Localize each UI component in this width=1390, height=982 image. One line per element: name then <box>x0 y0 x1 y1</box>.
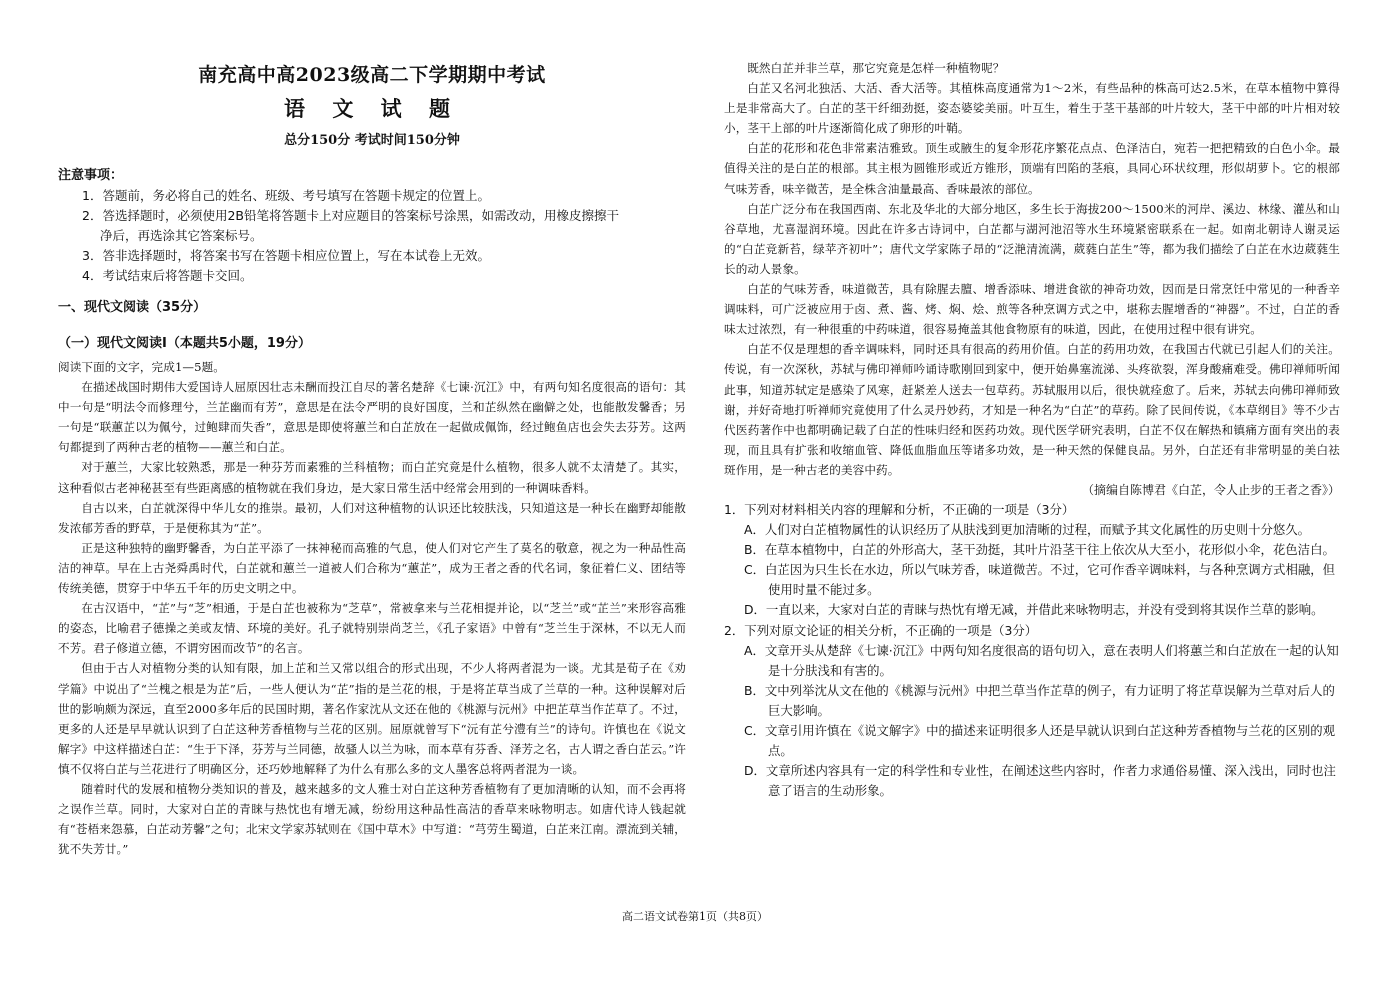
question-option: B．在草本植物中，白芷的外形高大，茎干劲挺，其叶片沿茎干往上依次从大至小，花形似小伞，花色洁白。 <box>744 542 1335 558</box>
page-footer: 高二语文试卷第1页（共8页） <box>622 910 768 923</box>
question-option: C．白芷因为只生长在水边，所以气味芳香，味道微苦。不过，它可作香辛调味料，与各种烹调方式相融，但使用时量不能过多。 <box>744 562 1336 598</box>
question-stem: 2．下列对原文论证的相关分析，不正确的一项是（3分） <box>724 622 1038 638</box>
passage-paragraph: 白芷的气味芳香，味道微苦，具有除腥去膻、增香添味、增进食欲的神奇功效，因而是日常烹饪中常见的一种香辛调味料，可广泛被应用于卤、煮、酱、烤、焖、烩、煎等各种烹调方式之中，堪称去腥增香的“神器”。不过，白芷的香味太过浓烈，有一种很重的中药味道，很容易掩盖其他食物原有的味道，因此，在使用过程中很有讲究。 <box>724 282 1340 337</box>
passage-paragraph: 白芷广泛分布在我国西南、东北及华北的大部分地区，多生长于海拔200～1500米的河岸、溪边、林缘、灌丛和山谷草地，尤喜湿润环境。因此在许多古诗词中，白芷都与湖河池沼等水生环境紧密联系在一起。如南北朝诗人谢灵运的“白芷竞新苔，绿苹齐初叶”；唐代文学家陈子昂的“泛滟清流满，葳蕤白芷生”等，都为我们描绘了白芷在水边葳蕤生长的动人景象。 <box>724 201 1340 276</box>
passage-right <box>724 58 1340 801</box>
question-option: C．文章引用许慎在《说文解字》中的描述来证明很多人还是早就认识到白芷这种芳香植物与兰花的区别的观点。 <box>744 723 1336 759</box>
question-option: D．一直以来，大家对白芷的青睐与热忱有增无减，并借此来咏物明志，并没有受到将其误作兰草的影响。 <box>744 602 1324 618</box>
passage-source: （摘编自陈博君《白芷，令人止步的王者之香》） <box>1081 482 1340 497</box>
question-option: D．文章所述内容具有一定的科学性和专业性，在阐述这些内容时，作者力求通俗易懂、深入浅出，同时也注意了语言的生动形象。 <box>744 763 1336 799</box>
question-2 <box>724 621 1340 802</box>
passage-left <box>58 357 686 859</box>
passage-paragraph: 在古汉语中，“芷”与“芝”相通，于是白芷也被称为“芝草”，常被拿来与兰花相提并论，以“芝兰”或“芷兰”来形容高雅的姿态，比喻君子德操之美或友情、环境的美好。孔子就特别崇尚芝兰，《孔子家语》中曾有“芝兰生于深林，不以无人而不芳。君子修道立德，不谓穷困而改节”的名言。 <box>58 601 686 656</box>
exam-meta: 总分150分 考试时间150分钟 <box>284 133 460 148</box>
notice-item: 4．考试结束后将答题卡交回。 <box>82 268 253 283</box>
question-stem: 1．下列对材料相关内容的理解和分析，不正确的一项是（3分） <box>724 501 1075 517</box>
passage-paragraph: 白芷又名河北独活、大活、香大活等。其植株高度通常为1～2米，有些品种的株高可达2.5米，在草本植物中算得上是非常高大了。白芷的茎干纤细劲挺，姿态婆娑美丽。叶互生，着生于茎干基部的叶片较大，茎干中部的叶片相对较小，茎干上部的叶片逐渐简化成了卵形的叶鞘。 <box>724 81 1340 136</box>
passage-paragraph: 随着时代的发展和植物分类知识的普及，越来越多的文人雅士对白芷这种芳香植物有了更加清晰的认知，而不会再将之误作兰草。同时，大家对白芷的青睐与热忱也有增无减，纷纷用这种品性高洁的香草来咏物明志。如唐代诗人钱起就有“苍梧来怨慕，白芷动芳馨”之句；北宋文学家苏轼则在《国中草木》中写道：“芎劳生蜀道，白芷来江南。漂流到关辅，犹不失芳廿。” <box>58 781 686 857</box>
passage-paragraph: 对于蕙兰，大家比较熟悉，那是一种芬芳而素雅的兰科植物；而白芷究竟是什么植物，很多人就不太清楚了。其实，这种看似古老神秘甚至有些距离感的植物就在我们身边，是大家日常生活中经常会用到的一种调味香料。 <box>58 460 686 495</box>
question-option: B．文中列举沈从文在他的《桃源与沅州》中把兰草当作芷草的例子，有力证明了将芷草误解为兰草对后人的巨大影响。 <box>744 682 1335 718</box>
notice <box>58 166 686 286</box>
section-heading: 一、现代文阅读（35分） <box>58 300 207 315</box>
passage-paragraph: 正是这种独特的幽野馨香，为白芷平添了一抹神秘而高雅的气息，使人们对它产生了莫名的敬意，视之为一种品性高洁的神草。早在上古尧舜禹时代，白芷就和蕙兰一道被人们合称为“蕙芷”，成为王者之香的代名词，象征着仁义、团结等传统美德，贯穿于中华五千年的历史文明之中。 <box>58 540 686 596</box>
exam-subtitle: 语 文 试 题 <box>284 96 460 121</box>
passage-paragraph: 自古以来，白芷就深得中华儿女的推崇。最初，人们对这种植物的认识还比较肤浅，只知道这是一种长在幽野却能散发浓郁芳香的野草，于是便称其为“芷”。 <box>58 500 686 535</box>
notice-heading: 注意事项： <box>58 168 124 183</box>
notice-item: 2．答选择题时，必须使用2B铅笔将答题卡上对应题目的答案标号涂黑，如需改动，用橡皮擦擦干 <box>82 208 619 223</box>
passage-paragraph: 既然白芷并非兰草，那它究竟是怎样一种植物呢？ <box>747 61 1005 75</box>
notice-item: 3．答非选择题时，将答案书写在答题卡相应位置上，写在本试卷上无效。 <box>82 248 490 263</box>
question-option: A．文章开头从楚辞《七谏·沉江》中两句知名度很高的语句切入，意在表明人们将蕙兰和白芷放在一起的认知是十分肤浅和有害的。 <box>744 642 1339 678</box>
notice-item: 1．答题前，务必将自己的姓名、班级、考号填写在答题卡规定的位置上。 <box>82 188 490 203</box>
subsection-heading: （一）现代文阅读Ⅰ（本题共5小题，19分） <box>58 336 311 351</box>
exam-title: 南充高中高2023级高二下学期期中考试 <box>198 64 546 86</box>
passage-paragraph: 但由于古人对植物分类的认知有限，加上芷和兰又常以组合的形式出现，不少人将两者混为一谈。尤其是荀子在《劝学篇》中说出了“兰槐之根是为芷”后，一些人便认为“芷”指的是兰花的根，于是将芷草当成了兰草的一种。这种误解对后世的影响颇为深远，直至2000多年后的民国时期，著名作家沈从文还在他的《桃源与沅州》中把芷草当作芷草了。不过，更多的人还是早早就认识到了白芷这种芳香植物与兰花的区别。屈原就曾写下“沅有芷兮澧有兰”的诗句。许慎也在《说文解字》中这样描述白芷：“生于下泽，芬芳与兰同德，故骚人以兰为咏，而本草有芬香、泽芳之名，古人谓之香白芷云。”许慎不仅将白芷与兰花进行了明确区分，还巧妙地解释了为什么有那么多的文人墨客总将两者混为一谈。 <box>58 661 686 776</box>
question-1 <box>724 500 1340 621</box>
reading-instruction: 阅读下面的文字，完成1—5题。 <box>58 360 225 374</box>
question-option: A．人们对白芷植物属性的认识经历了从肤浅到更加清晰的过程，而赋予其文化属性的历史则十分悠久。 <box>744 522 1311 538</box>
passage-paragraph: 白芷的花形和花色非常素洁雅致。顶生或腋生的复伞形花序繁花点点、色泽洁白，宛若一把把精致的白色小伞。最值得关注的是白芷的根部。其主根为圆锥形或近方锥形，顶端有凹陷的茎痕，具同心环状纹理，形似胡萝卜。它的根部气味芳香，味辛微苦，是全株含油量最高、香味最浓的部位。 <box>724 141 1340 196</box>
passage-paragraph: 在描述战国时期伟大爱国诗人屈原因壮志未酬而投江自尽的著名楚辞《七谏·沉江》中，有两句知名度很高的语句：其中一句是“明法令而修理兮，兰芷幽而有芳”，意思是在法令严明的良好国度，兰和芷纵然在幽僻之处，也能散发馨香；另一句是“联蕙芷以为佩兮，过鲍肆而失香”，意思是即使将蕙兰和白芷放在一起做成佩饰，经过鲍鱼店也会失去芬芳。这两句都提到了两种古老的植物——蕙兰和白芷。 <box>58 380 686 455</box>
notice-item: 净后，再选涂其它答案标号。 <box>100 228 263 243</box>
passage-paragraph: 白芷不仅是理想的香辛调味料，同时还具有很高的药用价值。白芷的药用功效，在我国古代就已引起人们的关注。传说，有一次深秋，苏轼与佛印禅师吟诵诗歌刚回到家中，便开始鼻塞流涕、头疼欲裂，浑身酸痛难受。佛印禅师听闻此事，知道苏轼定是感染了风寒，赶紧差人送去一包草药。苏轼服用以后，很快就痊愈了。后来，苏轼去向佛印禅师致谢，并好奇地打听禅师究竟使用了什么灵丹妙药，才知是一种名为“白芷”的草药。除了民间传说，《本草纲目》等不少古代医药著作中也都明确记载了白芷的性味归经和医药功效。现代医学研究表明，白芷不仅在解热和镇痛方面有突出的表现，而且具有扩张和收缩血管、降低血脂血压等诸多功效，是一种天然的保健良品。另外，白芷还有非常明显的美白祛斑作用，是一种古老的美容中药。 <box>724 342 1340 477</box>
